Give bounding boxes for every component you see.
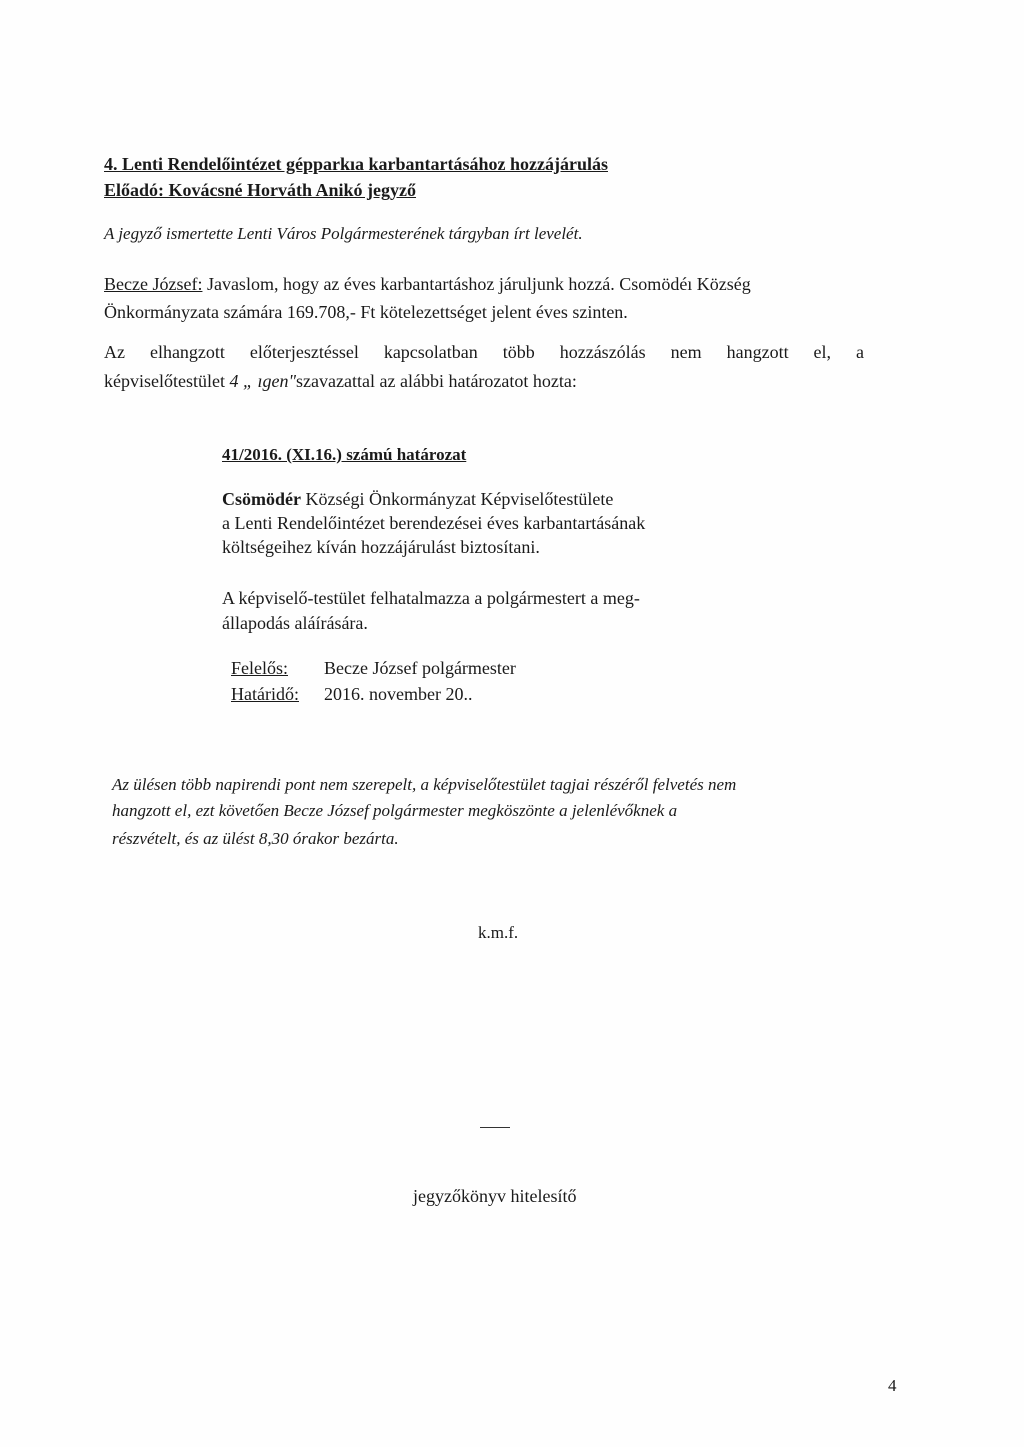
page-number: 4 [888, 1376, 897, 1395]
resolution-text-1: Községi Önkormányzat Képviselőtestülete [301, 489, 614, 509]
deadline-value: 2016. november 20.. [324, 684, 473, 704]
responsible-value: Becze József polgármester [324, 658, 516, 678]
discussion-text-1: Az elhangzott előterjesztéssel kapcsolatban több hozzászólás nem hangzott el, a [104, 342, 864, 362]
resolution-paragraph-1-line-3: költségeihez kíván hozzájárulást biztosítani. [222, 537, 540, 557]
resolution-paragraph-2-line-2: állapodás aláírására. [222, 613, 368, 633]
vote-count: 4 „ ıgen" [229, 371, 297, 391]
discussion-text-3: szavazattal az alábbi határozatot hozta: [296, 371, 577, 391]
resolution-number: 41/2016. (XI.16.) számú határozat [222, 445, 467, 464]
signature-line [480, 1127, 510, 1128]
resolution-paragraph-1-line-2: a Lenti Rendelőintézet berendezései éves karbantartásának [222, 513, 646, 533]
resolution-paragraph-2-line-1: A képviselő-testület felhatalmazza a polgármestert a meg- [222, 588, 640, 608]
signature-label: jegyzőkönyv hitelesítő [413, 1186, 577, 1206]
closing-line-2: hangzott el, ezt követően Becze József polgármester megköszönte a jelenlévőknek a [112, 801, 678, 820]
agenda-item-title: 4. Lenti Rendelőintézet gépparkıa karbantartásához hozzájárulás [104, 154, 608, 174]
discussion-line-1 [104, 342, 864, 363]
resolution-org: Csömödér [222, 489, 301, 509]
proposal-line-1 [104, 274, 874, 295]
proposal-line-2: Önkormányzata számára 169.708,- Ft kötelezettséget jelent éves szinten. [104, 302, 628, 322]
resolution-paragraph-1-line-1 [222, 489, 613, 510]
proposal-speaker: Becze József: [104, 274, 203, 294]
discussion-line-2 [104, 371, 577, 392]
discussion-text-2: képviselőtestület [104, 371, 230, 391]
proposal-text-1: Javaslom, hogy az éves karbantartáshoz járuljunk hozzá. Csomödéı Község [206, 274, 751, 294]
agenda-presenter: Előadó: Kovácsné Horváth Anikó jegyző [104, 180, 417, 200]
closing-line-3: részvételt, és az ülést 8,30 órakor bezárta. [112, 829, 399, 848]
responsible-label: Felelős: [231, 658, 288, 678]
deadline-label: Határidő: [231, 684, 299, 704]
kmf-mark: k.m.f. [478, 923, 519, 942]
intro-sentence: A jegyző ismertette Lenti Város Polgármesterének tárgyban írt levelét. [104, 224, 583, 243]
closing-line-1: Az ülésen több napirendi pont nem szerepelt, a képviselőtestület tagjai részéről felvetés nem [112, 775, 737, 794]
